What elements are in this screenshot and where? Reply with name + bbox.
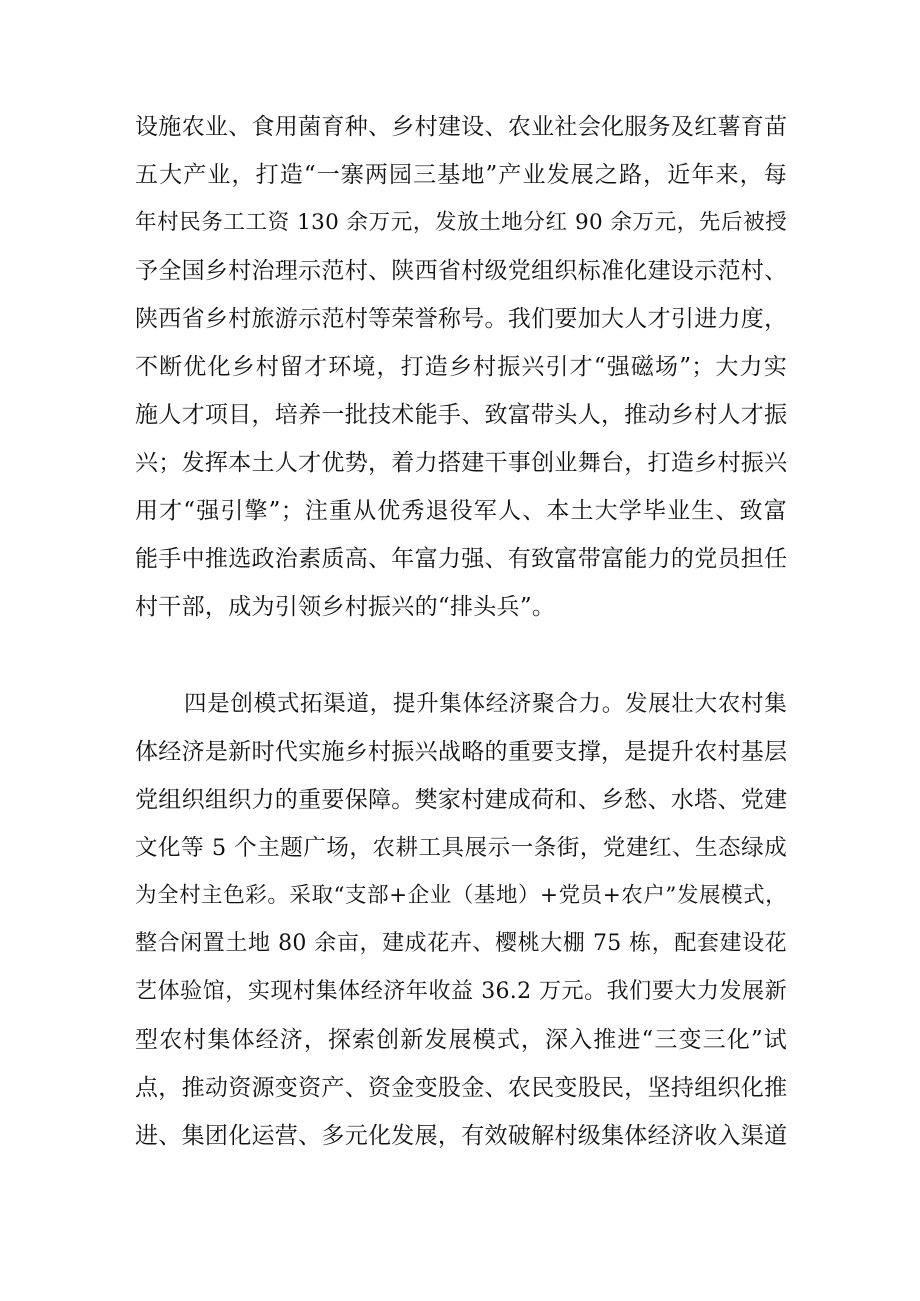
text-line: 体经济是新时代实施乡村振兴战略的重要支撑，是提升农村基层 bbox=[135, 739, 787, 765]
text-line: 村干部，成为引领乡村振兴的“排头兵”。 bbox=[135, 594, 556, 620]
text-line: 五大产业，打造“一寨两园三基地”产业发展之路，近年来，每 bbox=[135, 162, 787, 188]
text-line: 四是创模式拓渠道，提升集体经济聚合力。发展壮大农村集 bbox=[184, 691, 787, 717]
text-line: 点，推动资源变资产、资金变股金、农民变股民，坚持组织化推 bbox=[135, 1075, 787, 1101]
paragraph-collective-economy bbox=[135, 680, 787, 1160]
text-line: 设施农业、食用菌育种、乡村建设、农业社会化服务及红薯育苗 bbox=[135, 114, 787, 140]
text-line: 兴；发挥本土人才优势，着力搭建干事创业舞台，打造乡村振兴 bbox=[135, 450, 787, 476]
text-line: 艺体验馆，实现村集体经济年收益 36.2 万元。我们要大力发展新 bbox=[135, 979, 787, 1004]
text-line: 施人才项目，培养一批技术能手、致富带头人，推动乡村人才振 bbox=[135, 402, 787, 428]
text-line: 型农村集体经济，探索创新发展模式，深入推进“三变三化”试 bbox=[135, 1027, 787, 1053]
paragraph-talent bbox=[135, 103, 787, 631]
text-line: 党组织组织力的重要保障。樊家村建成荷和、乡愁、水塔、党建 bbox=[135, 787, 787, 813]
text-line: 能手中推选政治素质高、年富力强、有致富带富能力的党员担任 bbox=[135, 546, 787, 572]
text-line: 整合闲置土地 80 余亩，建成花卉、樱桃大棚 75 栋，配套建设花 bbox=[135, 931, 787, 956]
text-line: 陕西省乡村旅游示范村等荣誉称号。我们要加大人才引进力度， bbox=[135, 306, 787, 332]
text-line: 为全村主色彩。采取“支部+企业（基地）+党员+农户”发展模式， bbox=[135, 883, 787, 908]
text-line: 进、集团化运营、多元化发展，有效破解村级集体经济收入渠道 bbox=[135, 1123, 787, 1149]
text-line: 年村民务工工资 130 余万元，发放土地分红 90 余万元，先后被授 bbox=[135, 210, 787, 235]
text-line: 用才“强引擎”；注重从优秀退役军人、本土大学毕业生、致富 bbox=[135, 498, 787, 524]
text-line: 文化等 5 个主题广场，农耕工具展示一条街，党建红、生态绿成 bbox=[135, 835, 787, 861]
text-line: 不断优化乡村留才环境，打造乡村振兴引才“强磁场”；大力实 bbox=[135, 354, 787, 380]
text-line: 予全国乡村治理示范村、陕西省村级党组织标准化建设示范村、 bbox=[135, 258, 787, 284]
